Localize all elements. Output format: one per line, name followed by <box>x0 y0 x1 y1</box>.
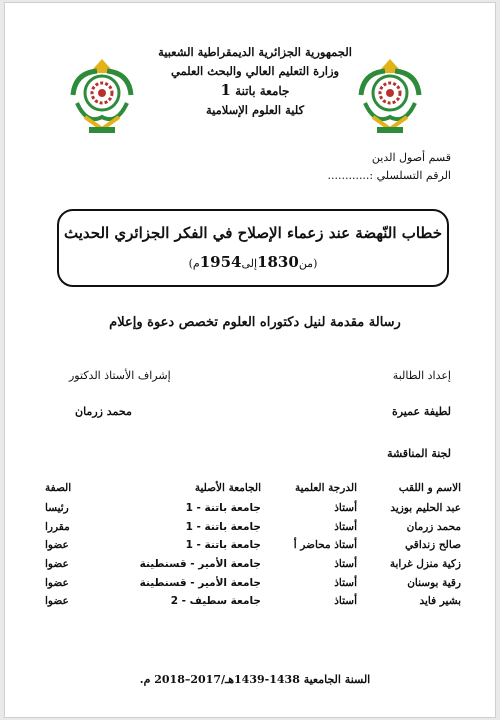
member-role: عضوا <box>45 558 69 571</box>
faculty-name: كلية العلوم الإسلامية <box>205 103 305 117</box>
member-role: عضوا <box>45 595 69 608</box>
thesis-period: (من1830إلى1954م) <box>188 253 318 271</box>
university-emblem-icon <box>355 55 425 135</box>
institution-header <box>145 43 365 120</box>
table-row <box>45 518 461 537</box>
department-label: قسم أصول الدين <box>371 151 451 164</box>
document-page <box>4 2 496 718</box>
member-name: محمد زرمان <box>406 520 461 533</box>
col-name-header: الاسم و اللقب <box>398 482 461 494</box>
prepared-by-label: إعداد الطالبة <box>392 369 451 382</box>
member-name: عبد الحليم بوزيد <box>390 502 461 515</box>
jury-header-row <box>45 477 461 499</box>
table-row <box>45 592 461 611</box>
col-rank-header: الدرجة العلمية <box>294 482 357 494</box>
member-name: صالح زنداقي <box>405 539 461 552</box>
member-university: جامعة باتنة - 1 <box>185 520 261 533</box>
member-rank: أستاذ <box>334 595 357 608</box>
university-name: جامعة باتنة 1 <box>220 81 290 99</box>
col-role-header: الصفة <box>45 482 72 494</box>
university-emblem-icon <box>67 55 137 135</box>
member-rank: أستاذ <box>334 576 357 589</box>
year-from: 1830 <box>257 253 299 271</box>
member-university: جامعة الأمير - قسنطينة <box>139 558 261 571</box>
supervisor-name: محمد زرمان <box>75 405 132 418</box>
member-role: مقررا <box>45 520 70 533</box>
table-row <box>45 499 461 518</box>
member-university: جامعة سطيف - 2 <box>170 595 261 608</box>
table-row <box>45 573 461 592</box>
member-name: بشير فايد <box>419 595 461 608</box>
member-name: رقية بوسنان <box>407 576 461 589</box>
thesis-description: رسالة مقدمة لنيل دكتوراه العلوم تخصص دعوة وإعلام <box>109 315 401 330</box>
university-number: 1 <box>220 81 231 99</box>
member-rank: أستاذ <box>334 502 357 515</box>
academic-year: السنة الجامعية 1438-1439هـ/2017–2018 م. <box>139 673 371 686</box>
supervision-label: إشراف الأستاذ الدكتور <box>69 369 171 382</box>
member-role: عضوا <box>45 539 69 552</box>
member-role: رئيسا <box>45 502 69 515</box>
table-row <box>45 555 461 574</box>
member-university: جامعة باتنة - 1 <box>185 502 261 515</box>
member-rank: أستاذ <box>334 558 357 571</box>
ministry-name: وزارة التعليم العالي والبحث العلمي <box>170 64 340 78</box>
member-rank: أستاذ محاضر أ <box>293 539 357 552</box>
thesis-title: خطاب النّهضة عند زعماء الإصلاح في الفكر الجزائري الحديث <box>63 224 443 242</box>
member-rank: أستاذ <box>334 520 357 533</box>
student-name: لطيفة عميرة <box>391 405 451 418</box>
member-university: جامعة الأمير - قسنطينة <box>139 576 261 589</box>
col-university-header: الجامعة الأصلية <box>194 482 261 494</box>
member-university: جامعة باتنة - 1 <box>185 539 261 552</box>
serial-number-label: الرقم التسلسلي :............ <box>327 169 451 182</box>
member-name: زكية منزل غرابة <box>389 558 461 571</box>
member-role: عضوا <box>45 576 69 589</box>
committee-label: لجنة المناقشة <box>387 447 451 460</box>
republic-name: الجمهورية الجزائرية الديمقراطية الشعبية <box>158 45 352 59</box>
thesis-title-box <box>57 209 449 287</box>
jury-table <box>45 477 461 611</box>
table-row <box>45 536 461 555</box>
year-to: 1954 <box>199 253 242 271</box>
